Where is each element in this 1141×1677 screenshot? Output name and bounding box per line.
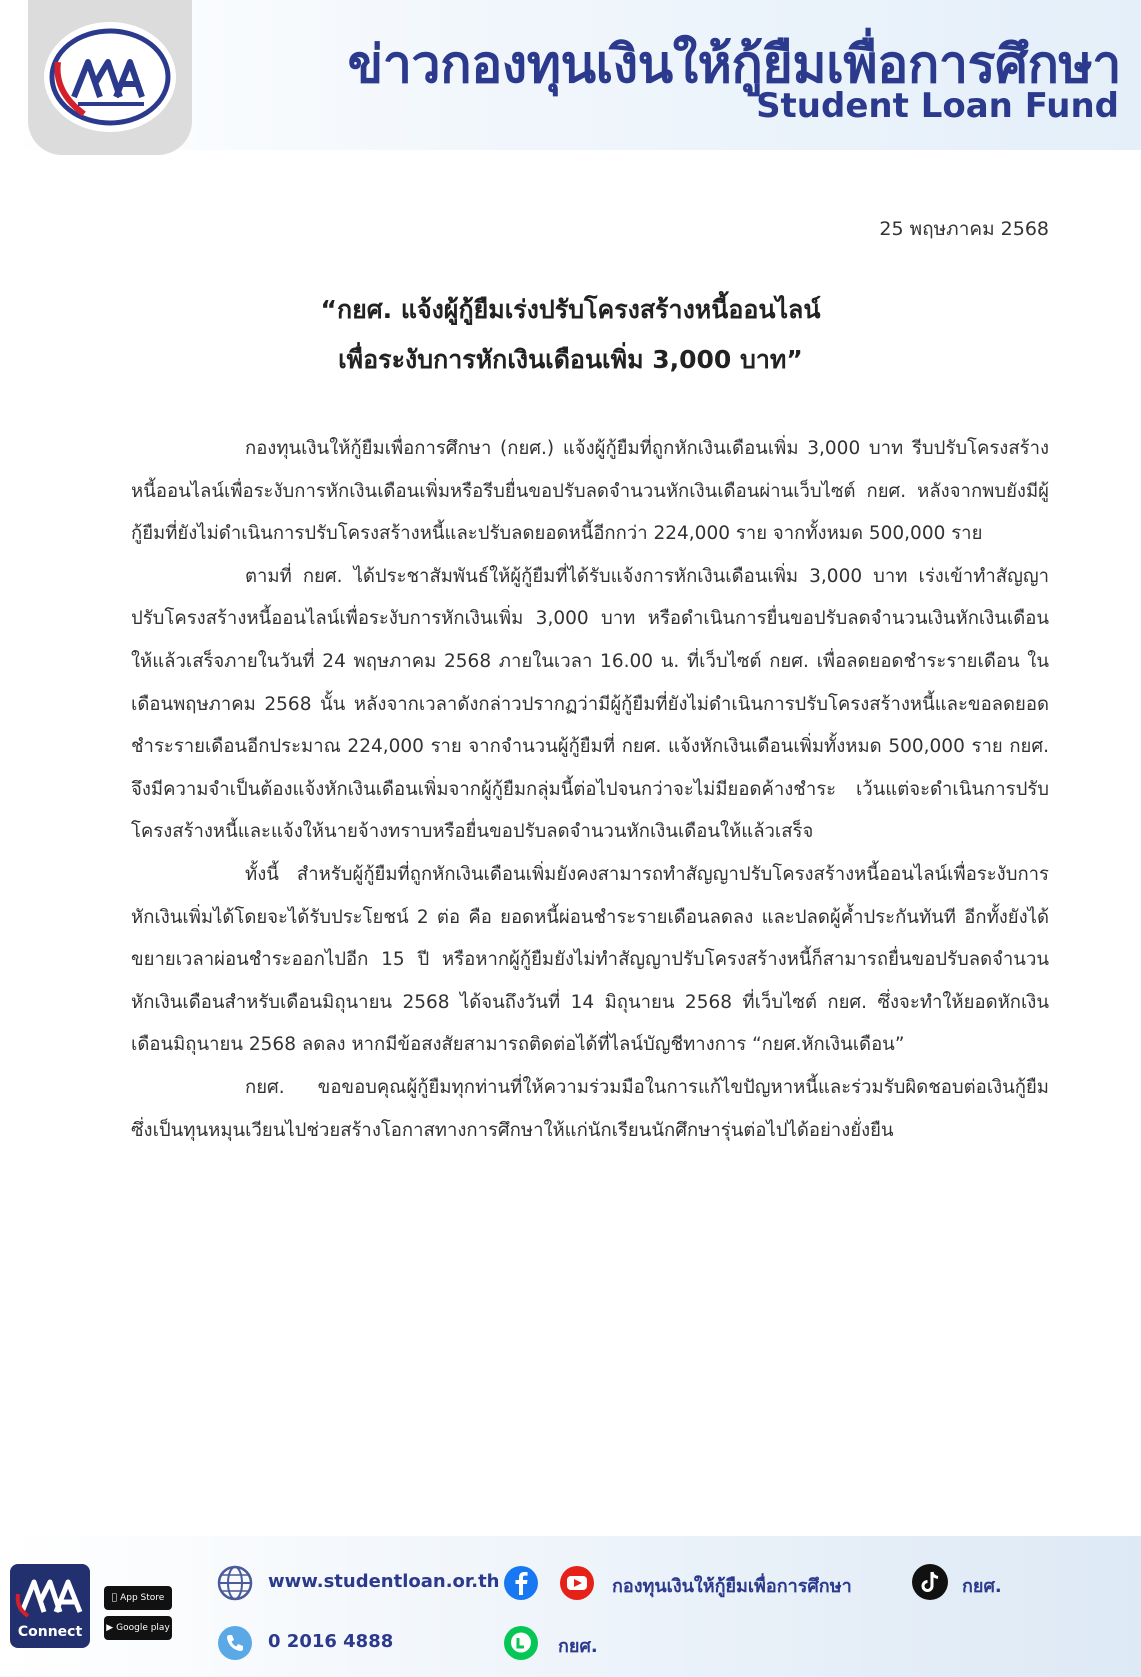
apple-icon (112, 1593, 117, 1603)
tiktok-name[interactable]: กยศ. (962, 1576, 1002, 1597)
connect-label: Connect (17, 1624, 83, 1640)
globe-icon (216, 1564, 254, 1602)
document-date: 25 พฤษภาคม 2568 (879, 218, 1049, 240)
paragraph-3: ทั้งนี้ สำหรับผู้กู้ยืมที่ถูกหักเงินเดือนเพิ่มยังคงสามารถทำสัญญาปรับโครงสร้างหนี้ออนไลน์เพื่อระงับการหักเงินเพิ่มได้โดยจะได้รับประโยชน์ 2 ต่อ คือ ยอดหนี้ผ่อนชำระรายเดือนลดลง และปลดผู้ค้ำประกันทันที อีกทั้งยังได้ขยายเวลาผ่อนชำระออกไปอีก 15 ปี หรือหากผู้กู้ยืมยังไม่ทำสัญญาปรับโครงสร้างหนี้ก็สามารถยื่นขอปรับลดจำนวนหักเงินเดือนสำหรับเดือนมิถุนายน 2568 ได้จนถึงวันที่ 14 มิถุนายน 2568 ที่เว็บไซต์ กยศ. ซึ่งจะทำให้ยอดหักเงินเดือนมิถุนายน 2568 ลดลง หากมีข้อสงสัยสามารถติดต่อได้ที่ไลน์บัญชีทางการ “กยศ.หักเงินเดือน” (131, 863, 1049, 1056)
line-name[interactable]: กยศ. (558, 1636, 598, 1657)
app-store-badge[interactable] (104, 1586, 172, 1610)
page-name-label[interactable]: กองทุนเงินให้กู้ยืมเพื่อการศึกษา (612, 1576, 852, 1597)
app-store-label: App Store (117, 1593, 162, 1603)
play-icon: ▶ (106, 1623, 114, 1633)
phone-icon (216, 1624, 254, 1662)
website-link[interactable]: www.studentloan.or.th (268, 1571, 500, 1592)
header-banner (0, 0, 1141, 150)
header-title: ข่าวกองทุนเงินให้กู้ยืมเพื่อการศึกษา (347, 35, 1121, 95)
logo-container (28, 0, 192, 155)
footer-bar (0, 1536, 1141, 1677)
youtube-icon[interactable] (558, 1564, 596, 1602)
google-play-label: Google play (116, 1623, 170, 1633)
article-body (131, 428, 1049, 1152)
facebook-icon[interactable] (502, 1564, 540, 1602)
line-icon[interactable] (502, 1624, 540, 1662)
connect-app-icon[interactable] (10, 1564, 90, 1648)
slf-logo-icon (44, 22, 176, 132)
tiktok-icon[interactable] (910, 1562, 950, 1602)
headline-line-1: “กยศ. แจ้งผู้กู้ยืมเร่งปรับโครงสร้างหนี้ออนไลน์ (320, 295, 821, 324)
google-play-badge[interactable] (104, 1616, 172, 1640)
phone-number[interactable]: 0 2016 4888 (268, 1631, 394, 1652)
paragraph-2: ตามที่ กยศ. ได้ประชาสัมพันธ์ให้ผู้กู้ยืมที่ได้รับแจ้งการหักเงินเดือนเพิ่ม 3,000 บาท เร่งเข้าทำสัญญาปรับโครงสร้างหนี้ออนไลน์เพื่อระงับการหักเงินเพิ่ม 3,000 บาท หรือดำเนินการยื่นขอปรับลดจำนวนเงินหักเงินเดือนให้แล้วเสร็จภายในวันที่ 24 พฤษภาคม 2568 ภายในเวลา 16.00 น. ที่เว็บไซต์ กยศ. เพื่อลดยอดชำระรายเดือน ในเดือนพฤษภาคม 2568 นั้น หลังจากเวลาดังกล่าวปรากฏว่ามีผู้กู้ยืมที่ยังไม่ดำเนินการปรับโครงสร้างหนี้และขอลดยอดชำระรายเดือนอีกประมาณ 224,000 ราย จากจำนวนผู้กู้ยืมที่ กยศ. แจ้งหักเงินเดือนเพิ่มทั้งหมด 500,000 ราย กยศ. จึงมีความจำเป็นต้องแจ้งหักเงินเดือนเพิ่มจากผู้กู้ยืมกลุ่มนี้ต่อไปจนกว่าจะไม่มียอดค้างชำระ เว้นแต่จะดำเนินการปรับโครงสร้างหนี้และแจ้งให้นายจ้างทราบหรือยื่นขอปรับลดจำนวนหักเงินเดือนให้แล้วเสร็จ (131, 565, 1049, 843)
paragraph-1: กองทุนเงินให้กู้ยืมเพื่อการศึกษา (กยศ.) แจ้งผู้กู้ยืมที่ถูกหักเงินเดือนเพิ่ม 3,000 บาท รีบปรับโครงสร้างหนี้ออนไลน์เพื่อระงับการหักเงินเดือนเพิ่มหรือรีบยื่นขอปรับลดจำนวนหักเงินเดือนผ่านเว็บไซต์ กยศ. หลังจากพบยังมีผู้กู้ยืมที่ยังไม่ดำเนินการปรับโครงสร้างหนี้และปรับลดยอดหนี้อีกกว่า 224,000 ราย จากทั้งหมด 500,000 ราย (131, 438, 1049, 545)
header-subtitle: Student Loan Fund (756, 86, 1119, 126)
headline-line-2: เพื่อระงับการหักเงินเดือนเพิ่ม 3,000 บาท” (338, 345, 803, 374)
paragraph-4: กยศ. ขอขอบคุณผู้กู้ยืมทุกท่านที่ให้ความร่วมมือในการแก้ไขปัญหาหนี้และร่วมรับผิดชอบต่อเงินกู้ยืม ซึ่งเป็นทุนหมุนเวียนไปช่วยสร้างโอกาสทางการศึกษาให้แก่นักเรียนนักศึกษารุ่นต่อไปได้อย่างยั่งยืน (131, 1076, 1049, 1141)
